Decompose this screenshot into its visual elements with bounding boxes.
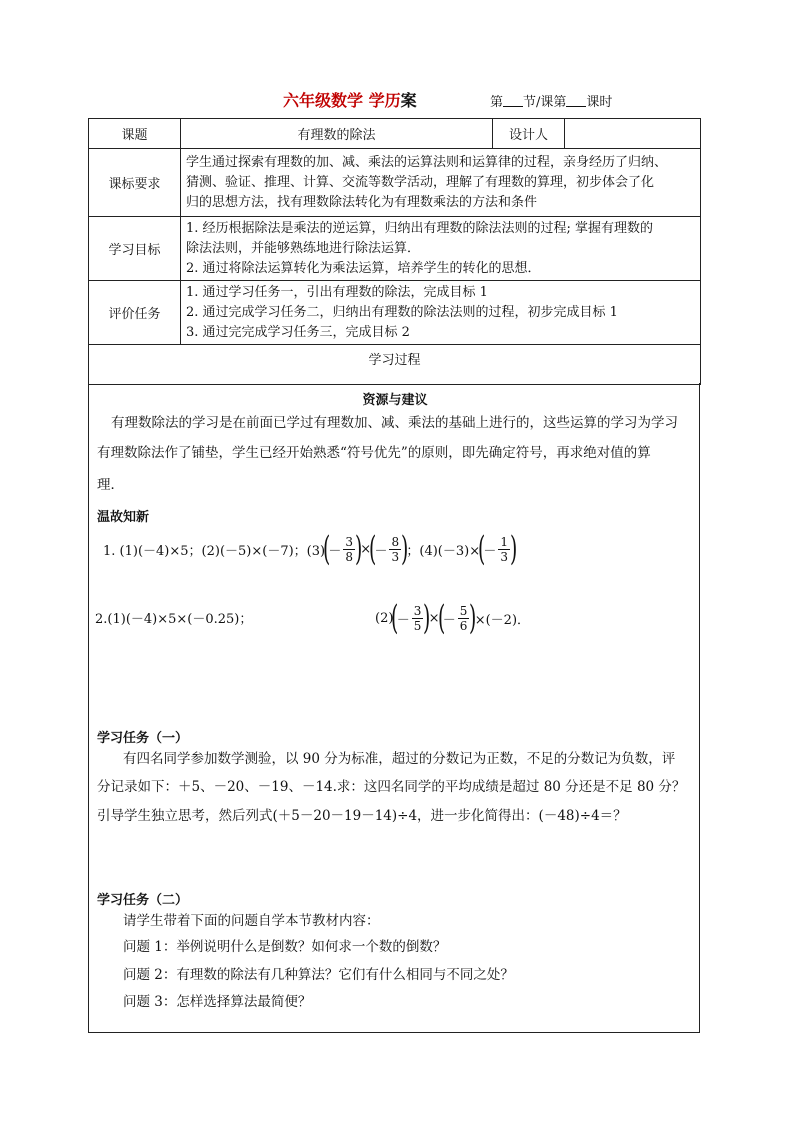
designer-value <box>565 119 701 149</box>
goals-row <box>89 217 701 281</box>
fraction-denominator: 6 <box>459 618 468 633</box>
review-title: 温故知新 <box>97 510 150 525</box>
task2-intro: 请学生带着下面的问题自学本节教材内容： <box>123 913 380 929</box>
paren-close: ) <box>355 529 363 569</box>
task2-title: 学习任务（二） <box>97 893 189 908</box>
review-exercise-2b: (2) ( － $\frac{3}{5}$ ) × ( － $\frac{5}{6}$ ) ×(－2)． <box>375 598 531 638</box>
standards-label: 课标要求 <box>89 149 181 217</box>
standards-line: 学生通过探索有理数的加、减、乘法的运算法则和运算律的过程，亲身经历了归纳、 <box>186 154 668 170</box>
paren-open: ( <box>437 598 445 638</box>
title-part-grade: 六年级 <box>283 91 332 110</box>
tasks-row <box>89 281 701 345</box>
task1-title: 学习任务（一） <box>97 731 189 746</box>
tasks-line: 1. 通过学习任务一，引出有理数的除法，完成目标 1 <box>186 284 488 300</box>
goals-line: 2. 通过将除法运算转化为乘法运算，培养学生的转化的思想． <box>186 260 541 276</box>
paren-open: ( <box>369 529 377 569</box>
question-item: 问题 2：有理数的除法有几种算法？它们有什么相同与不同之处？ <box>123 967 514 983</box>
goals-content <box>181 217 701 281</box>
tasks-content <box>181 281 701 345</box>
designer-label: 设计人 <box>493 119 565 149</box>
question-item: 问题 1：举例说明什么是倒数？如何求一个数的倒数？ <box>123 939 447 955</box>
fraction <box>458 604 470 633</box>
lesson-blank-1 <box>503 94 523 107</box>
ex2-part2: (2) <box>375 610 394 626</box>
goals-line: 除法法则，并能够熟练地进行除法运算． <box>186 240 421 256</box>
goals-label: 学习目标 <box>89 217 181 281</box>
topic-row <box>89 119 701 149</box>
process-row <box>89 345 701 385</box>
fraction-denominator: 3 <box>391 549 400 564</box>
paren-close: ) <box>510 529 518 569</box>
fraction-numerator: 3 <box>413 603 422 618</box>
ex1-prefix: 1. (1)(－4)×5；(2)(－5)×(－7)；(3) <box>103 543 326 559</box>
page-title <box>283 88 417 111</box>
tasks-line: 3. 通过完完成学习任务三，完成目标 2 <box>186 324 410 340</box>
title-part-xue: 学 <box>368 91 385 110</box>
intro-line: 有理数除法作了铺垫，学生已经开始熟悉“符号优先”的原则，即先确定符号，再求绝对值的算 <box>97 445 651 461</box>
title-part-li: 历 <box>384 91 401 110</box>
standards-line: 归的思想方法，找有理数除法转化为有理数乘法的方法和条件 <box>186 194 538 210</box>
paren-open: ( <box>478 529 486 569</box>
paren-close: ) <box>401 529 409 569</box>
fraction-numerator: 3 <box>345 534 354 549</box>
topic-label: 课题 <box>89 119 181 149</box>
tasks-line: 2. 通过完成学习任务二，归纳出有理数的除法法则的过程，初步完成目标 1 <box>186 304 618 320</box>
paren-close: ) <box>423 598 431 638</box>
lesson-blank-2 <box>566 94 586 107</box>
paren-open: ( <box>323 529 331 569</box>
task1-line: 有四名同学参加数学测验，以 90 分为标准，超过的分数记为正数，不足的分数记为负数，评 <box>123 751 676 767</box>
topic-value: 有理数的除法 <box>181 119 493 149</box>
standards-content <box>181 149 701 217</box>
lesson-plan-table <box>88 118 701 385</box>
fraction <box>343 535 355 564</box>
task1-line: 分记录如下：＋5、－20、－19、－14.求：这四名同学的平均成绩是超过 80 分还是不足 80 分？ <box>97 779 686 795</box>
fraction-numerator: 1 <box>500 534 509 549</box>
review-exercise-2a <box>95 608 252 627</box>
ex1-middle: ；(4)(－3)× <box>406 543 481 559</box>
fraction-denominator: 5 <box>413 618 422 633</box>
title-part-subject: 数学 <box>331 91 364 110</box>
lesson-number-prefix: 第 <box>490 95 504 110</box>
fraction <box>412 604 424 633</box>
paren-open: ( <box>391 598 399 638</box>
task1-line: 引导学生独立思考，然后列式(＋5－20－19－14)÷4，进一步化简得出：(－48)÷4＝？ <box>97 808 627 824</box>
tasks-label: 评价任务 <box>89 281 181 345</box>
ex2-tail: ×(－2)． <box>474 612 531 628</box>
paren-close: ) <box>469 598 477 638</box>
goals-line: 1. 经历根据除法是乘法的逆运算，归纳出有理数的除法法则的过程; 掌握有理数的 <box>186 220 654 236</box>
resources-section <box>88 383 700 1033</box>
title-part-an: 案 <box>400 91 417 110</box>
intro-line: 有理数除法的学习是在前面已学过有理数加、减、乘法的基础上进行的，这些运算的学习为学习 <box>111 415 678 431</box>
lesson-number-suffix: 课时 <box>586 95 613 110</box>
fraction-numerator: 5 <box>459 603 468 618</box>
fraction-denominator: 8 <box>345 549 354 564</box>
fraction <box>498 535 510 564</box>
review-exercise-1: 1. (1)(－4)×5；(2)(－5)×(－7)；(3) ( － $\frac{3}{8}$ ) × ( － $\frac{8}{3}$ ) ；(4)(－3)× ( － $\frac{1}{3}$ ) <box>103 529 518 569</box>
lesson-number-middle: 节/课第 <box>523 95 567 110</box>
process-label: 学习过程 <box>89 345 701 385</box>
intro-line: 理． <box>97 477 124 493</box>
fraction-denominator: 3 <box>500 549 509 564</box>
standards-row <box>89 149 701 217</box>
standards-line: 猜测、验证、推理、计算、交流等数学活动，理解了有理数的算理，初步体会了化 <box>186 174 655 190</box>
fraction <box>389 535 401 564</box>
page-header <box>0 88 794 112</box>
lesson-number <box>490 91 612 110</box>
fraction-numerator: 8 <box>391 534 400 549</box>
resources-title: 资源与建议 <box>362 393 428 408</box>
ex2-prefix: 2.(1)(－4)×5×(－0.25)； <box>95 612 253 627</box>
question-item: 问题 3：怎样选择算法最简便？ <box>123 994 312 1010</box>
